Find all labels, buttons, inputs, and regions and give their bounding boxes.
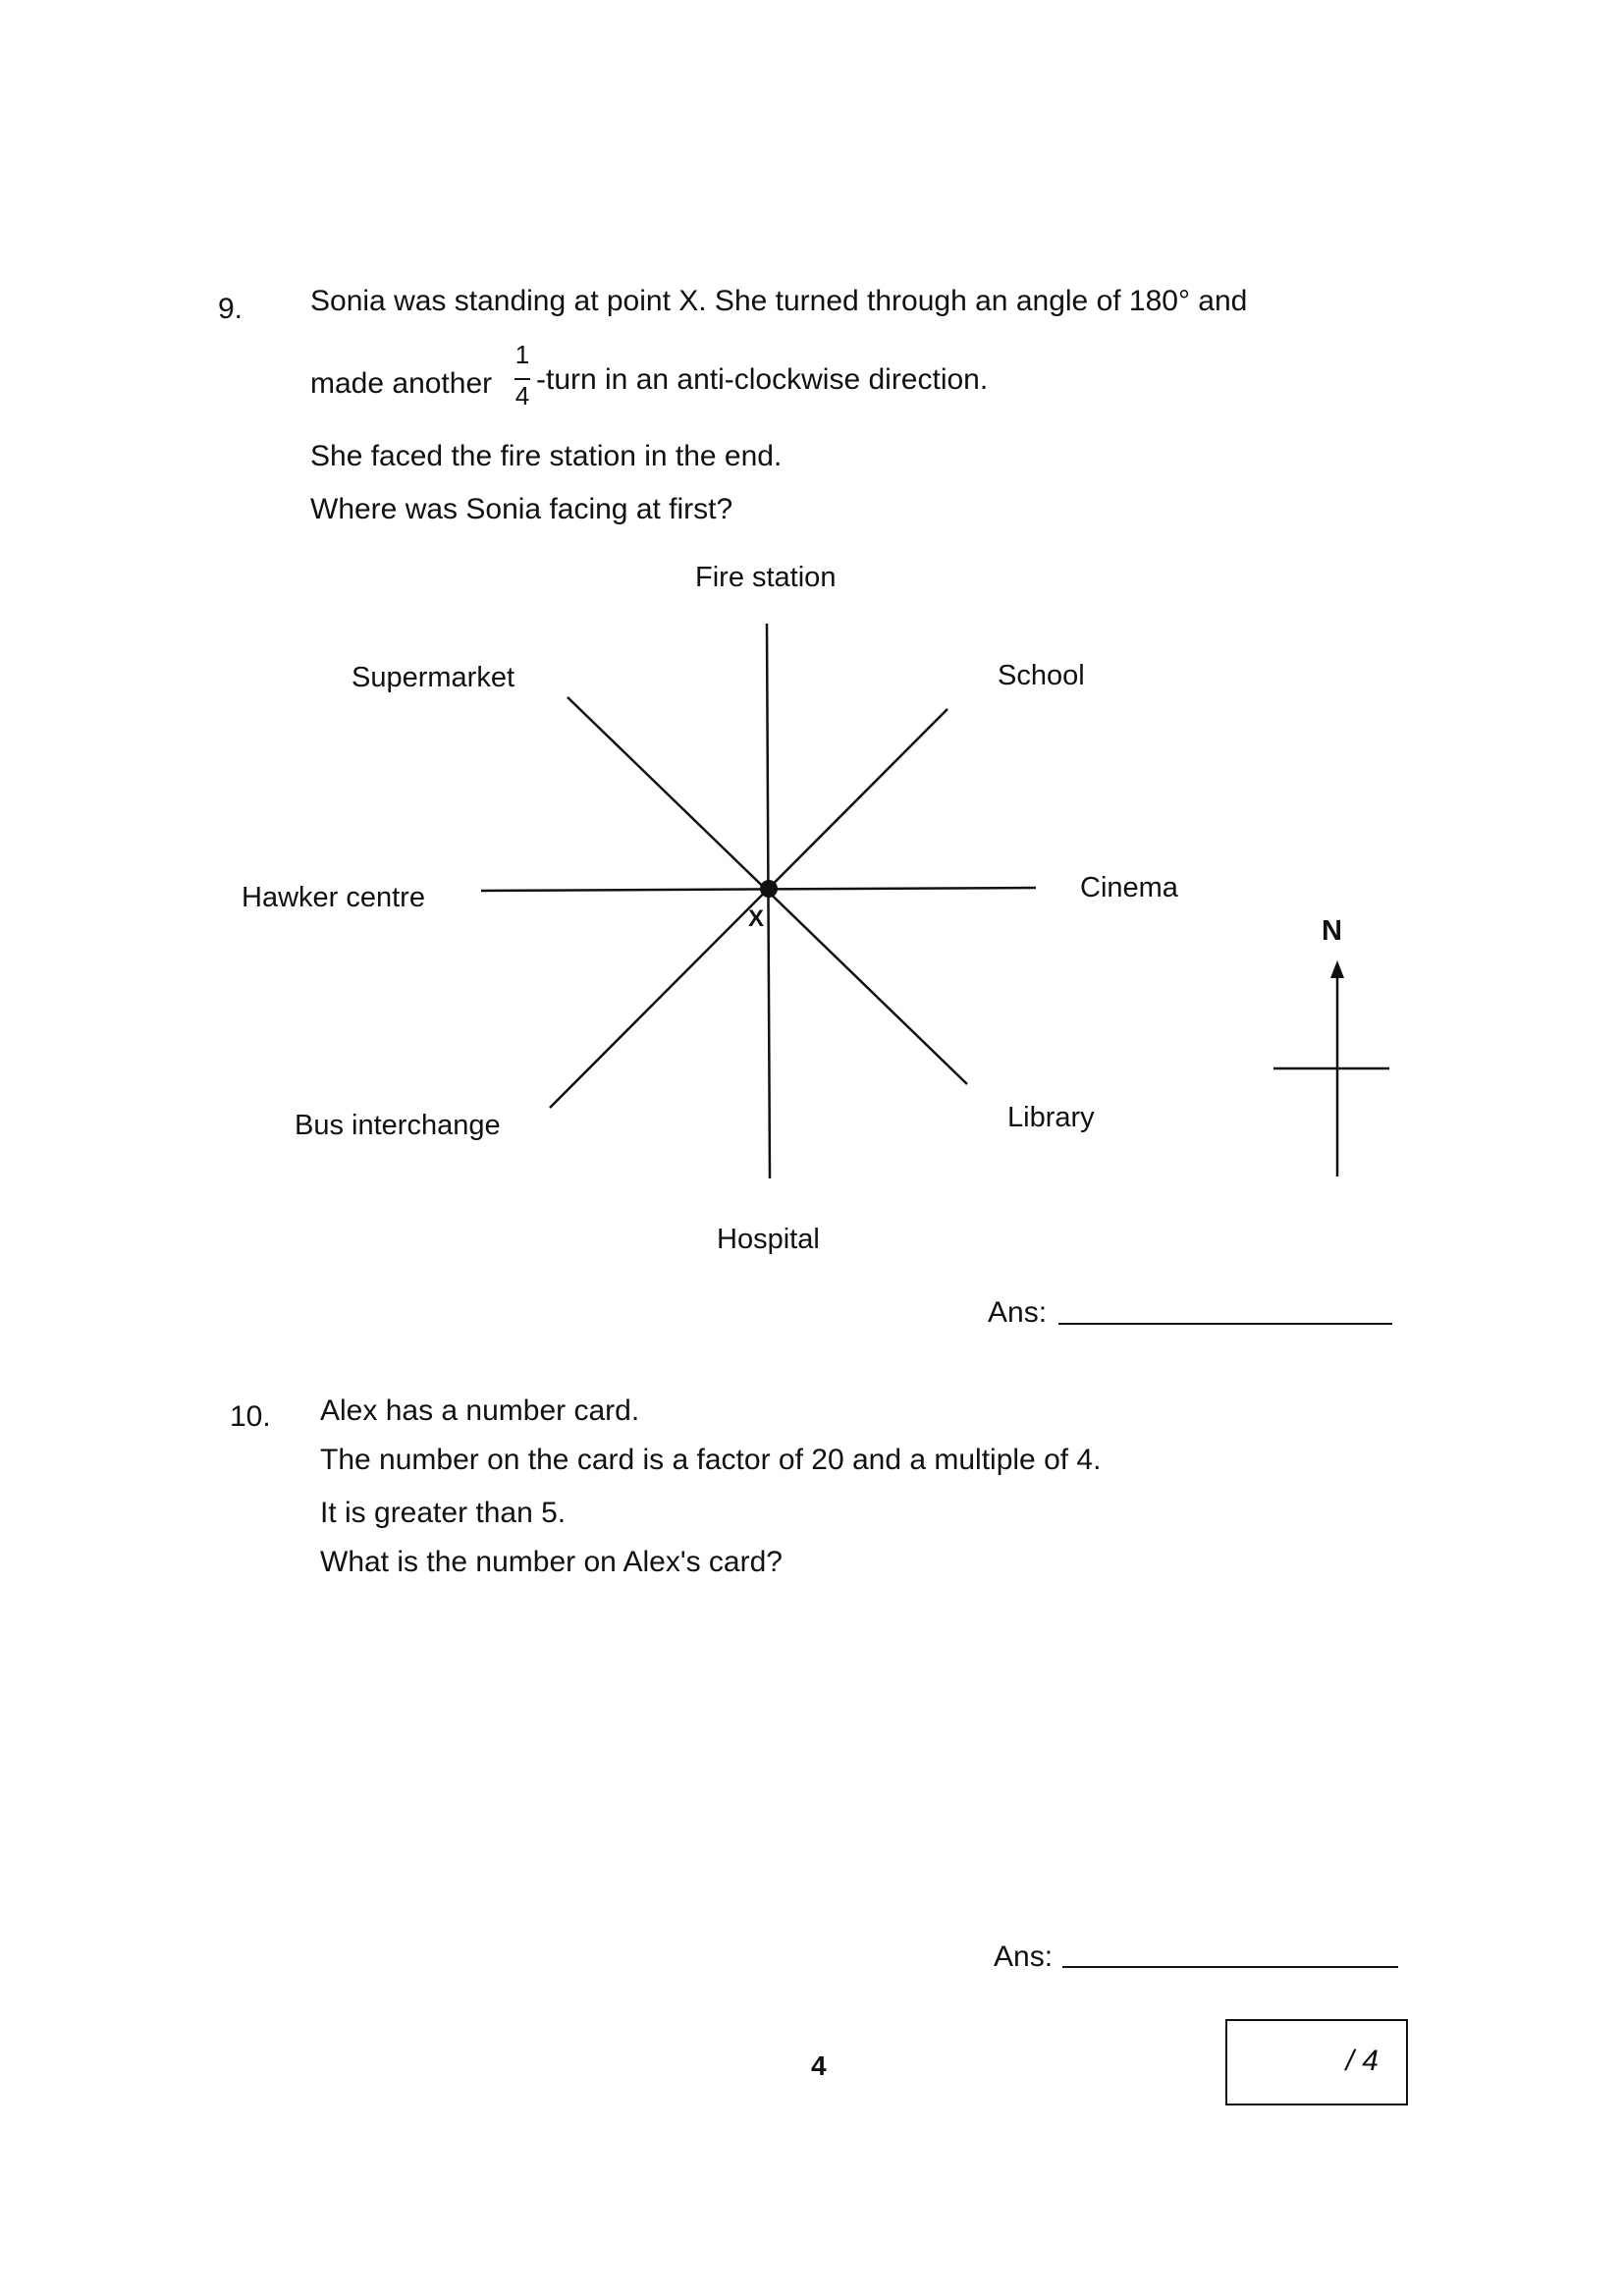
- page-number: 4: [811, 2050, 827, 2081]
- question-9-line-3: She faced the fire station in the end.: [310, 440, 783, 472]
- question-10-answer-field[interactable]: [1062, 1966, 1398, 1968]
- question-9-line-2-before: made another: [310, 367, 493, 400]
- question-10-line-3: It is greater than 5.: [320, 1497, 567, 1529]
- question-9-line-2-after: -turn in an anti-clockwise direction.: [536, 363, 989, 396]
- label-hawker-centre: Hawker centre: [242, 882, 425, 913]
- label-bus-interchange: Bus interchange: [295, 1110, 501, 1141]
- fraction-denominator: 4: [514, 381, 530, 410]
- score-text: / 4: [1345, 2045, 1379, 2077]
- label-library: Library: [1007, 1102, 1095, 1133]
- question-10-number: 10.: [230, 1400, 271, 1433]
- point-x-dot: [760, 880, 778, 898]
- fraction-numerator: 1: [514, 340, 530, 369]
- question-10-line-4: What is the number on Alex's card?: [320, 1546, 783, 1578]
- compass-north-label: N: [1322, 915, 1342, 947]
- question-10-line-2: The number on the card is a factor of 20 and a multiple of 4.: [320, 1444, 1102, 1476]
- line-north-south: [767, 624, 770, 1178]
- line-west-east: [481, 888, 1036, 891]
- label-hospital: Hospital: [717, 1224, 820, 1255]
- question-10-line-1: Alex has a number card.: [320, 1394, 640, 1427]
- label-point-x: X: [748, 905, 765, 932]
- question-9-line-1: Sonia was standing at point X. She turned through an angle of 180° and: [310, 285, 1248, 317]
- question-9-answer-field[interactable]: [1058, 1323, 1392, 1325]
- compass-arrow-icon: [1330, 960, 1344, 978]
- label-supermarket: Supermarket: [352, 662, 515, 693]
- question-9-number: 9.: [218, 293, 244, 325]
- question-10-answer-label: Ans:: [994, 1941, 1054, 1973]
- question-9-line-4: Where was Sonia facing at first?: [310, 493, 733, 525]
- question-9-answer-label: Ans:: [988, 1296, 1048, 1329]
- label-cinema: Cinema: [1080, 872, 1178, 903]
- label-fire-station: Fire station: [695, 562, 837, 593]
- label-school: School: [998, 660, 1085, 691]
- score-box: [1225, 2019, 1408, 2105]
